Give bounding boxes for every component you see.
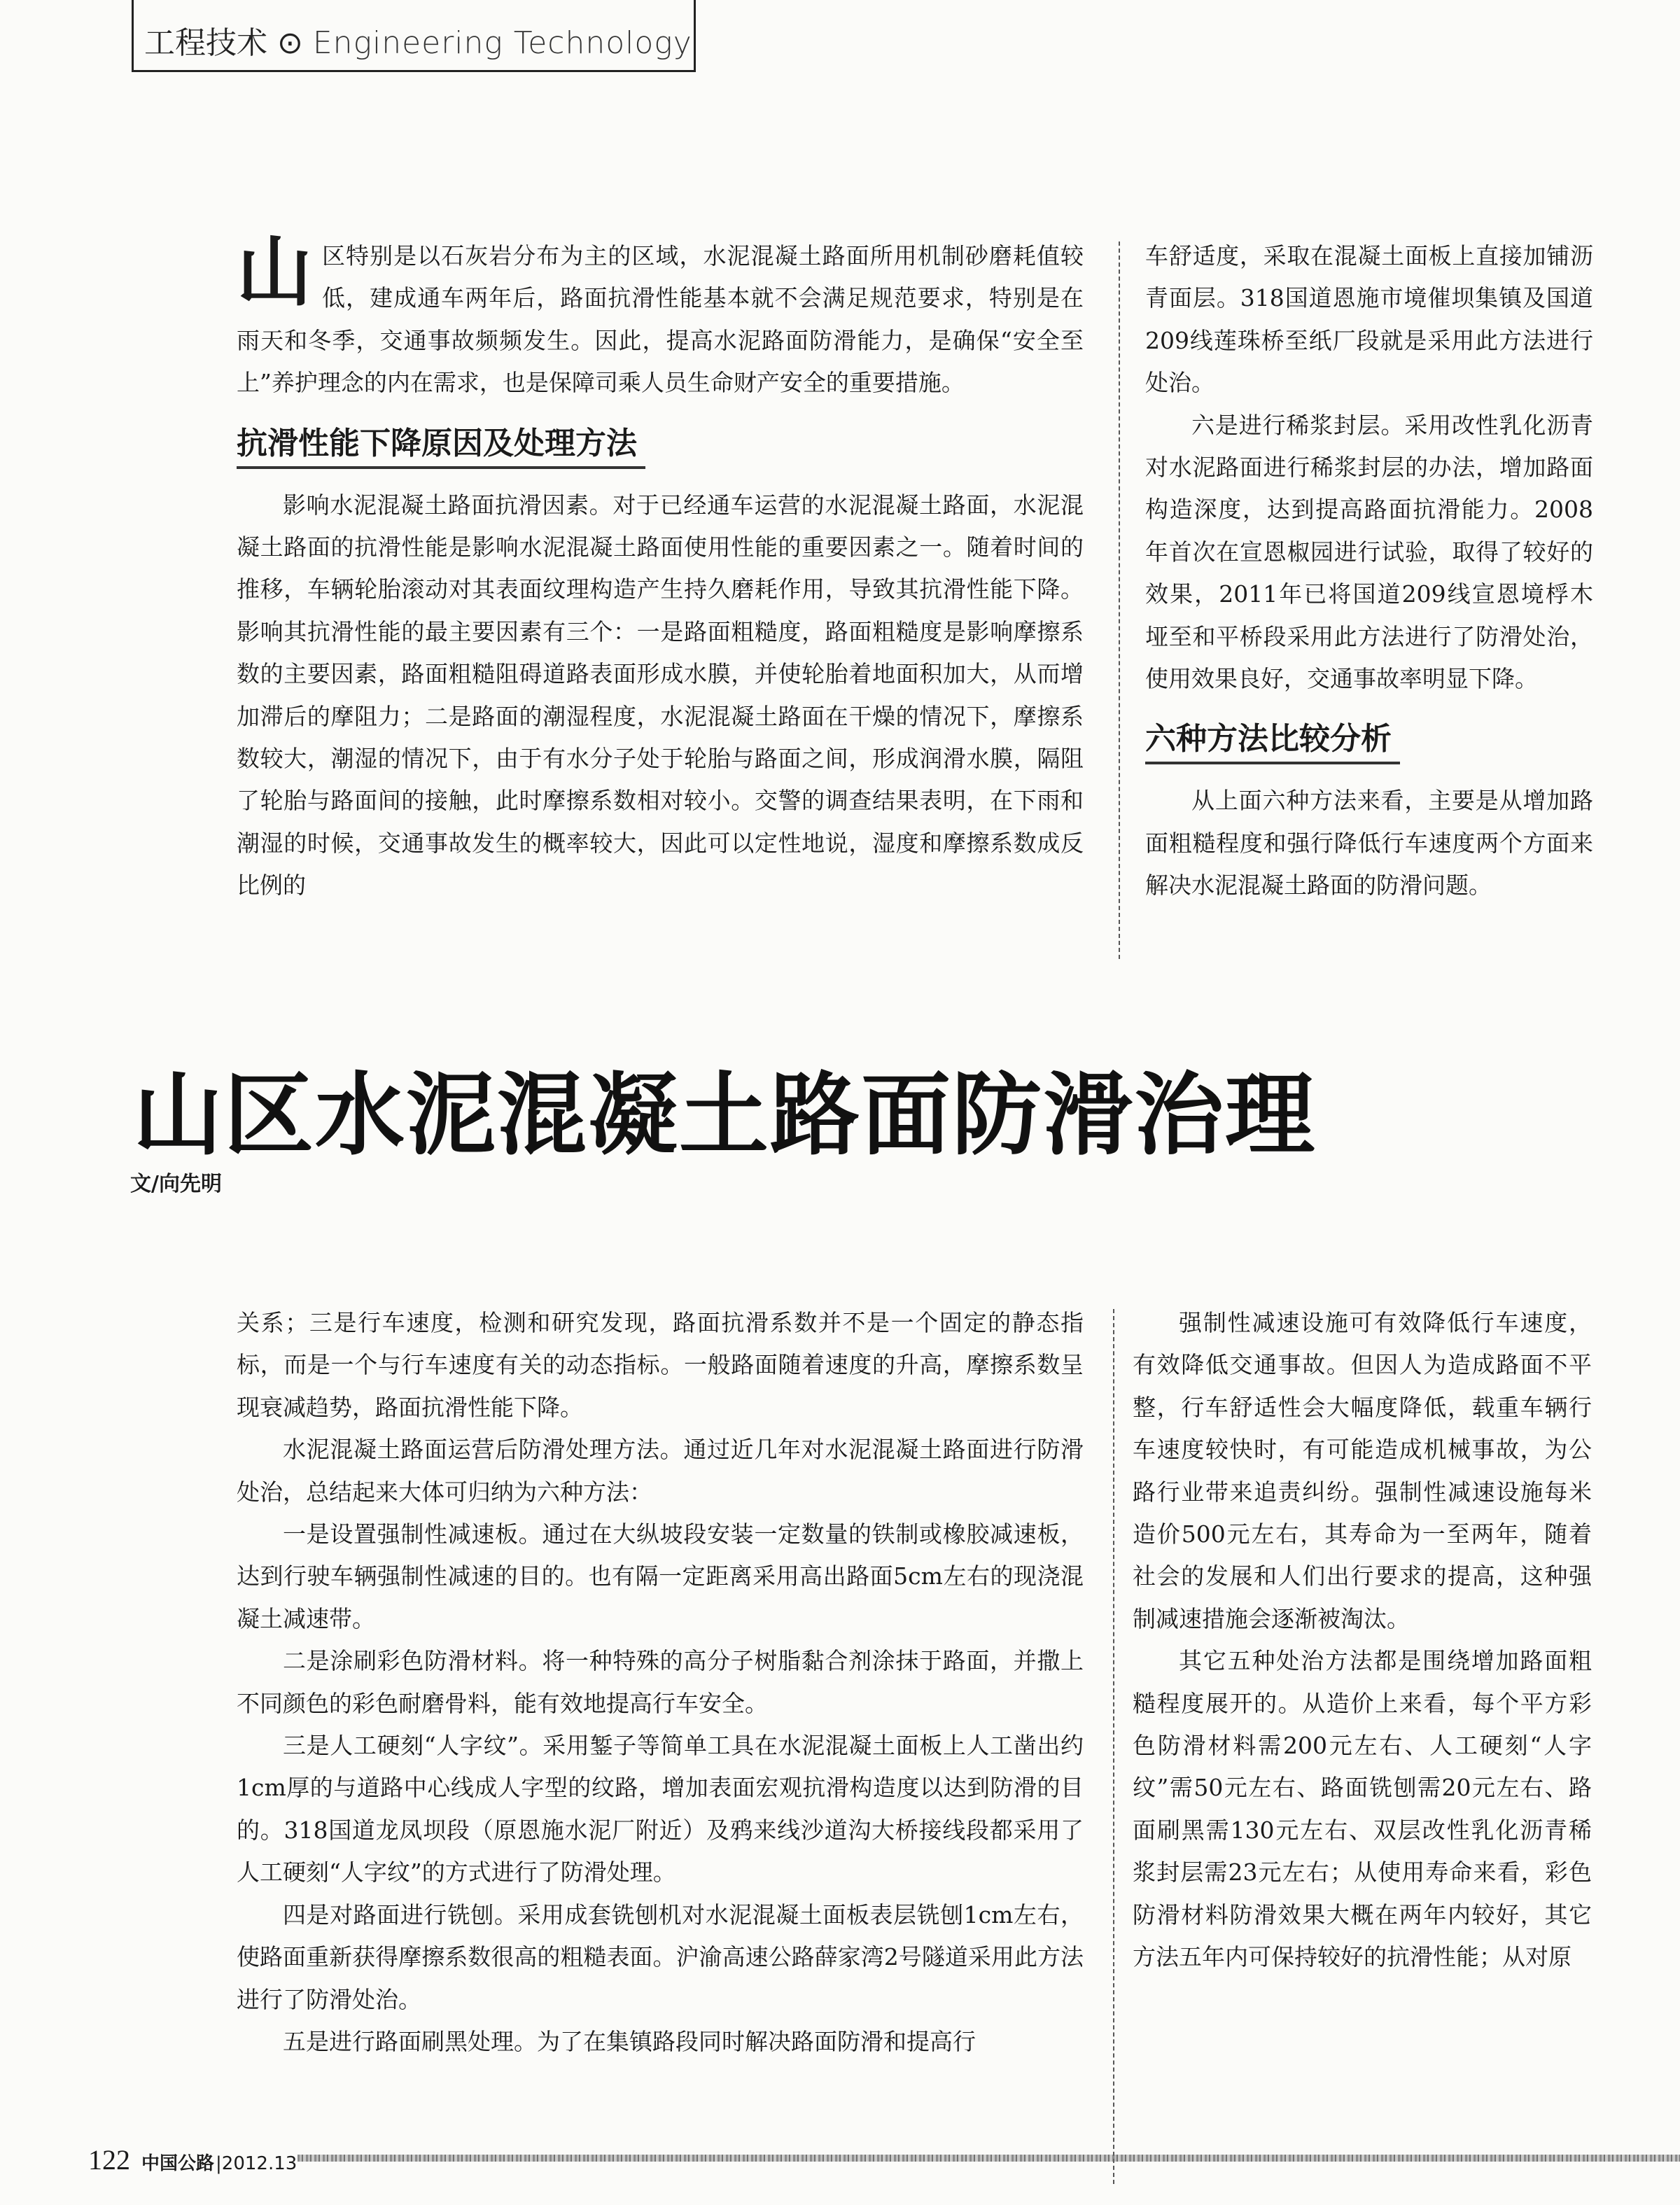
body-paragraph: 六是进行稀浆封层。采用改性乳化沥青对水泥路面进行稀浆封层的办法，增加路面构造深度，达到提高路面抗滑能力。2008年首次在宣恩椒园进行试验，取得了较好的效果，2011年已将国道209线宣恩境桴木垭至和平桥段采用此方法进行了防滑处治，使用效果良好，交通事故率明显下降。 (1145, 411, 1593, 693)
magazine-name: 中国公路 (141, 2153, 215, 2174)
body-paragraph: 关系；三是行车速度，检测和研究发现，路面抗滑系数并不是一个固定的静态指标，而是一个与行车速度有关的动态指标。一般路面随着速度的升高，摩擦系数呈现衰减趋势，路面抗滑性能下降。 (237, 1309, 1084, 1421)
top-right-column (1145, 235, 1593, 907)
section-heading-1: 抗滑性能下降原因及处理方法 (237, 423, 645, 469)
column-divider (1113, 1309, 1114, 2184)
section-title-en: Engineering Technology (312, 25, 692, 61)
body-paragraph: 其它五种处治方法都是围绕增加路面粗糙程度展开的。从造价上来看，每个平方彩色防滑材料需200元左右、人工硬刻“人字纹”需50元左右、路面铣刨需20元左右、路面刷黑需130元左右、双层改性乳化沥青稀浆封层需23元左右；从使用寿命来看，彩色防滑材料防滑效果大概在两年内较好，其它方法五年内可保持较好的抗滑性能；从对原 (1133, 1647, 1592, 1971)
body-paragraph: 五是进行路面刷黑处理。为了在集镇路段同时解决路面防滑和提高行 (283, 2027, 976, 2055)
body-paragraph: 四是对路面进行铣刨。采用成套铣刨机对水泥混凝土面板表层铣刨1cm左右，使路面重新获得摩擦系数很高的粗糙表面。沪渝高速公路薛家湾2号隧道采用此方法进行了防滑处治。 (237, 1900, 1084, 2013)
body-paragraph: 从上面六种方法来看，主要是从增加路面粗糙程度和强行降低行车速度两个方面来解决水泥混凝土路面的防滑问题。 (1145, 787, 1593, 899)
issue-number: |2012.13 (216, 2153, 298, 2174)
body-paragraph: 一是设置强制性减速板。通过在大纵坡段安装一定数量的铁制或橡胶减速板，达到行驶车辆强制性减速的目的。也有隔一定距离采用高出路面5cm左右的现浇混凝土减速带。 (237, 1520, 1084, 1632)
circle-bullet-icon: ⊙ (277, 25, 303, 61)
top-left-column (237, 229, 1084, 907)
footer-rule (298, 2155, 1680, 2162)
article-title: 山区水泥混凝土路面防滑治理 (133, 1063, 1317, 1168)
body-paragraph: 强制性减速设施可有效降低行车速度，有效降低交通事故。但因人为造成路面不平整，行车舒适性会大幅度降低，载重车辆行车速度较快时，有可能造成机械事故，为公路行业带来追责纠纷。强制性减速设施每米造价500元左右，其寿命为一至两年，随着社会的发展和人们出行要求的提高，这种强制减速措施会逐渐被淘汰。 (1133, 1309, 1592, 1632)
author-byline: 文/向先明 (130, 1172, 222, 1196)
body-paragraph: 二是涂刷彩色防滑材料。将一种特殊的高分子树脂黏合剂涂抹于路面，并撒上不同颜色的彩色耐磨骨料，能有效地提高行车安全。 (237, 1647, 1084, 1717)
section-heading-2: 六种方法比较分析 (1145, 718, 1400, 764)
page-footer (88, 2143, 297, 2176)
body-paragraph: 三是人工硬刻“人字纹”。采用錾子等简单工具在水泥混凝土面板上人工凿出约1cm厚的与道路中心线成人字型的纹路，增加表面宏观抗滑构造度以达到防滑的目的。318国道龙凤坝段（原恩施水泥厂附近）及鸦来线沙道沟大桥接线段都采用了人工硬刻“人字纹”的方式进行了防滑处理。 (237, 1732, 1084, 1886)
body-paragraph: 车舒适度，采取在混凝土面板上直接加铺沥青面层。318国道恩施市境催坝集镇及国道209线莲珠桥至纸厂段就是采用此方法进行处治。 (1145, 242, 1593, 397)
body-paragraph: 影响水泥混凝土路面抗滑因素。对于已经通车运营的水泥混凝土路面，水泥混凝土路面的抗滑性能是影响水泥混凝土路面使用性能的重要因素之一。随着时间的推移，车辆轮胎滚动对其表面纹理构造产生持久磨耗作用，导致其抗滑性能下降。影响其抗滑性能的最主要因素有三个：一是路面粗糙度，路面粗糙度是影响摩擦系数的主要因素，路面粗糙阻碍道路表面形成水膜，并使轮胎着地面积加大，从而增加滞后的摩阻力；二是路面的潮湿程度，水泥混凝土路面在干燥的情况下，摩擦系数较大，潮湿的情况下，由于有水分子处于轮胎与路面之间，形成润滑水膜，隔阻了轮胎与路面间的接触，此时摩擦系数相对较小。交警的调查结果表明，在下雨和潮湿的时候，交通事故发生的概率较大，因此可以定性地说，湿度和摩擦系数成反比例的 (237, 491, 1084, 899)
column-divider (1119, 241, 1120, 959)
intro-paragraph: 山区特别是以石灰岩分布为主的区域，水泥混凝土路面所用机制砂磨耗值较低，建成通车两年后，路面抗滑性能基本就不会满足规范要求，特别是在雨天和冬季，交通事故频频发生。因此，提高水泥路面防滑能力，是确保“安全至上”养护理念的内在需求，也是保障司乘人员生命财产安全的重要措施。 (237, 229, 1084, 397)
page-number: 122 (88, 2144, 130, 2176)
bottom-right-column (1133, 1302, 1592, 1979)
section-title-cn: 工程技术 (144, 25, 267, 61)
drop-cap: 山 (237, 229, 313, 316)
section-header (144, 25, 692, 61)
bottom-left-column (237, 1302, 1084, 2063)
body-paragraph: 水泥混凝土路面运营后防滑处理方法。通过近几年对水泥混凝土路面进行防滑处治，总结起来大体可归纳为六种方法： (237, 1436, 1084, 1506)
